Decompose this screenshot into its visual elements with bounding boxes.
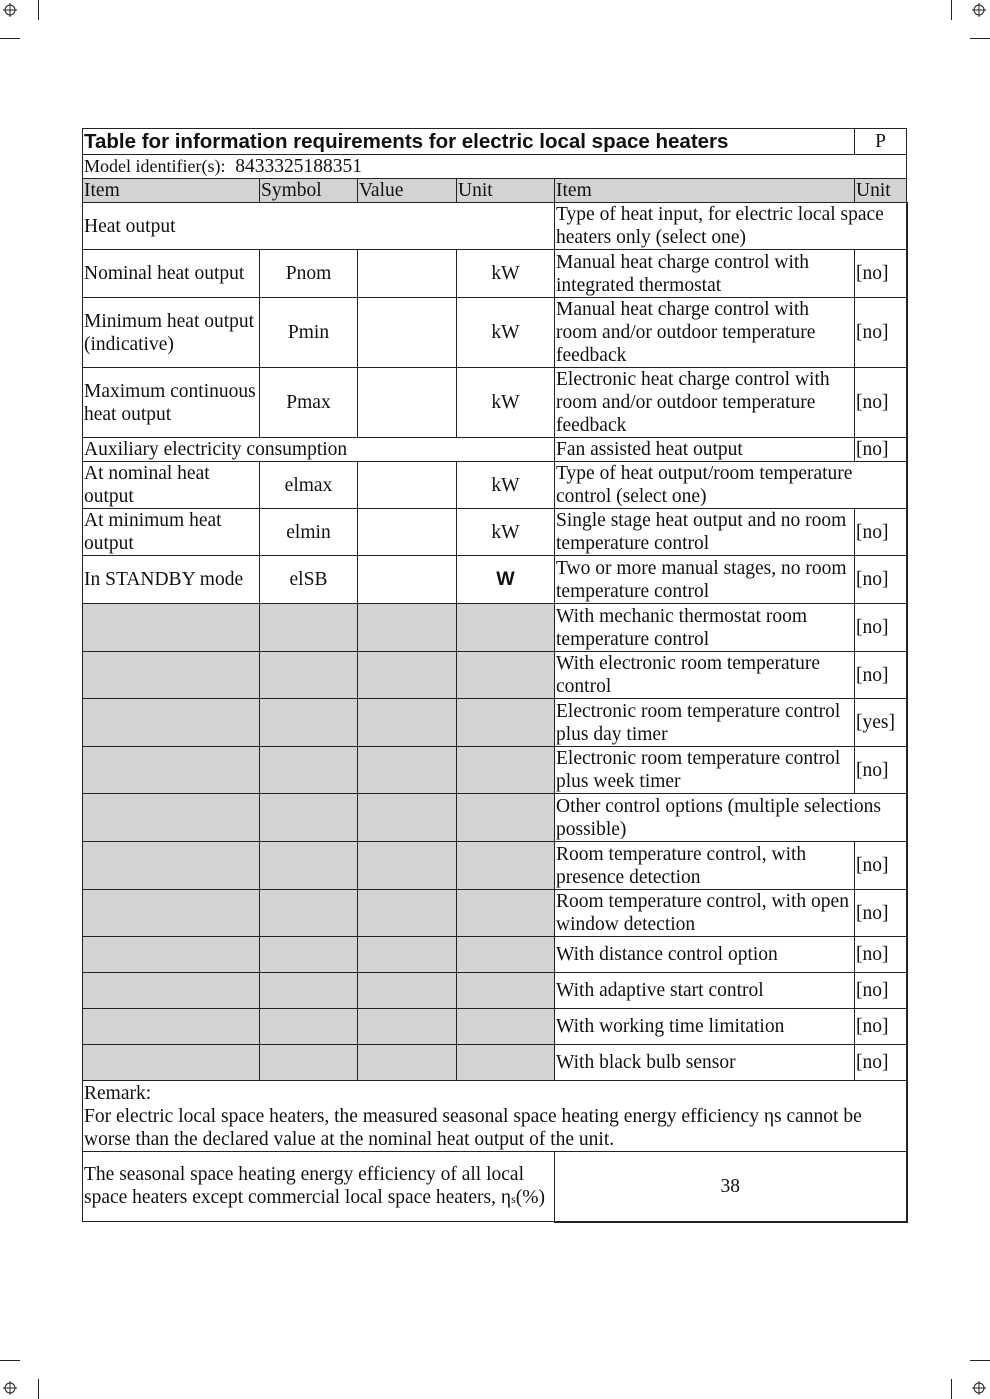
table-row: Room temperature control, with open window detection [no] <box>83 890 907 937</box>
section-aux: Auxiliary electricity consumption <box>83 438 555 462</box>
header-unit-2: Unit <box>855 179 907 203</box>
table-row: Nominal heat output Pnom kW Manual heat charge control with integrated thermostat [no] <box>83 250 907 298</box>
header-unit: Unit <box>457 179 555 203</box>
section-temp-control: Type of heat output/room temperature control (select one) <box>555 462 907 509</box>
table-row: With adaptive start control [no] <box>83 973 907 1009</box>
remark-text: For electric local space heaters, the measured seasonal space heating energy efficiency ηs cannot be worse than the declared value at the nominal heat output of the unit. <box>84 1106 862 1150</box>
table-title: Table for information requirements for electric local space heaters <box>83 129 855 155</box>
remark <box>83 1081 907 1152</box>
efficiency-value: 38 <box>555 1152 907 1222</box>
table-row: With mechanic thermostat room temperature control [no] <box>83 604 907 652</box>
crop-mark <box>951 1379 952 1399</box>
registration-mark-icon <box>3 3 17 17</box>
table-row: At minimum heat output elmin kW Single stage heat output and no room temperature control [no] <box>83 509 907 556</box>
table-row: Electronic room temperature control plus day timer [yes] <box>83 699 907 747</box>
header-symbol: Symbol <box>260 179 358 203</box>
fan-assisted-item: Fan assisted heat output <box>555 438 855 462</box>
table-row: Maximum continuous heat output Pmax kW Electronic heat charge control with room and/or outdoor temperature feedback [no] <box>83 368 907 438</box>
crop-mark <box>0 1360 20 1361</box>
remark-label: Remark: <box>84 1083 152 1104</box>
section-heat-input: Type of heat input, for electric local space heaters only (select one) <box>555 203 907 250</box>
registration-mark-icon <box>972 3 986 17</box>
info-table: Table for information requirements for electric local space heaters P Model identifier(s): 8433325188351 Item Symbol Value Unit Item Unit Heat output Type of heat input, for electric local space heaters only (select one) Nominal heat output Pnom kW Manual heat charge control with integrated thermostat [no] Minimum heat output (indicative) Pmin kW Manual heat charge control with room and/or outdoor temperature feedback [no] Maximum continuous heat output Pmax kW Electronic heat charge control with room and/or outdoor temperature feedback [no] Auxiliary electricity consumption Fan assisted heat output [no] At nominal heat output elmax kW Type of heat output/room temperature control (select one) At minimum heat output elmin kW Single stage heat output and no room temperature control [no] In STANDBY mode elSB W Two or more manual stages, no room temperature control [no] With mechanic thermostat room temperature control [no] With electronic room temperature control [no] Electronic room temperature control plus day timer [yes] Electronic room temperature control plus week timer [no] Other control options (multiple selections possible) Room temperature control, with presence detection [no] Room temperature control, with open window detection [no] With distance control option [no] With adaptive start control [no] With working time limitation [no] With black bulb sensor [no] Remark: For electric local space heaters, the measured seasonal space heating energy efficiency ηs cannot be worse than the declared value at the nominal heat output of the unit. The seasonal space heating energy efficiency of all local space heaters except commercial local space heaters, ηs(%) 38 <box>82 128 906 1223</box>
crop-mark <box>970 38 990 39</box>
crop-mark <box>970 1360 990 1361</box>
crop-mark <box>38 0 39 20</box>
table-row: Minimum heat output (indicative) Pmin kW Manual heat charge control with room and/or outdoor temperature feedback [no] <box>83 298 907 368</box>
registration-mark-icon <box>972 1381 986 1395</box>
table-row: With black bulb sensor [no] <box>83 1045 907 1081</box>
model-row: Model identifier(s): 8433325188351 <box>83 155 907 179</box>
table-row: At nominal heat output elmax kW Type of heat output/room temperature control (select one) <box>83 462 907 509</box>
section-other-control: Other control options (multiple selections possible) <box>555 794 907 842</box>
table-row: Electronic room temperature control plus week timer [no] <box>83 747 907 794</box>
table-row: With electronic room temperature control [no] <box>83 652 907 699</box>
crop-mark <box>38 1379 39 1399</box>
efficiency-label: The seasonal space heating energy efficiency of all local space heaters except commercial local space heaters, ηs(%) <box>83 1152 555 1222</box>
table-title-code: P <box>855 129 907 155</box>
table-row: With distance control option [no] <box>83 937 907 973</box>
table-row: Room temperature control, with presence detection [no] <box>83 842 907 890</box>
header-item-2: Item <box>555 179 855 203</box>
header-value: Value <box>358 179 457 203</box>
table-row: In STANDBY mode elSB W Two or more manual stages, no room temperature control [no] <box>83 556 907 604</box>
header-item: Item <box>83 179 260 203</box>
table-row: With working time limitation [no] <box>83 1009 907 1045</box>
crop-mark <box>951 0 952 20</box>
crop-mark <box>0 38 20 39</box>
section-heat-output: Heat output <box>83 203 555 250</box>
table-row <box>83 794 907 842</box>
registration-mark-icon <box>3 1381 17 1395</box>
